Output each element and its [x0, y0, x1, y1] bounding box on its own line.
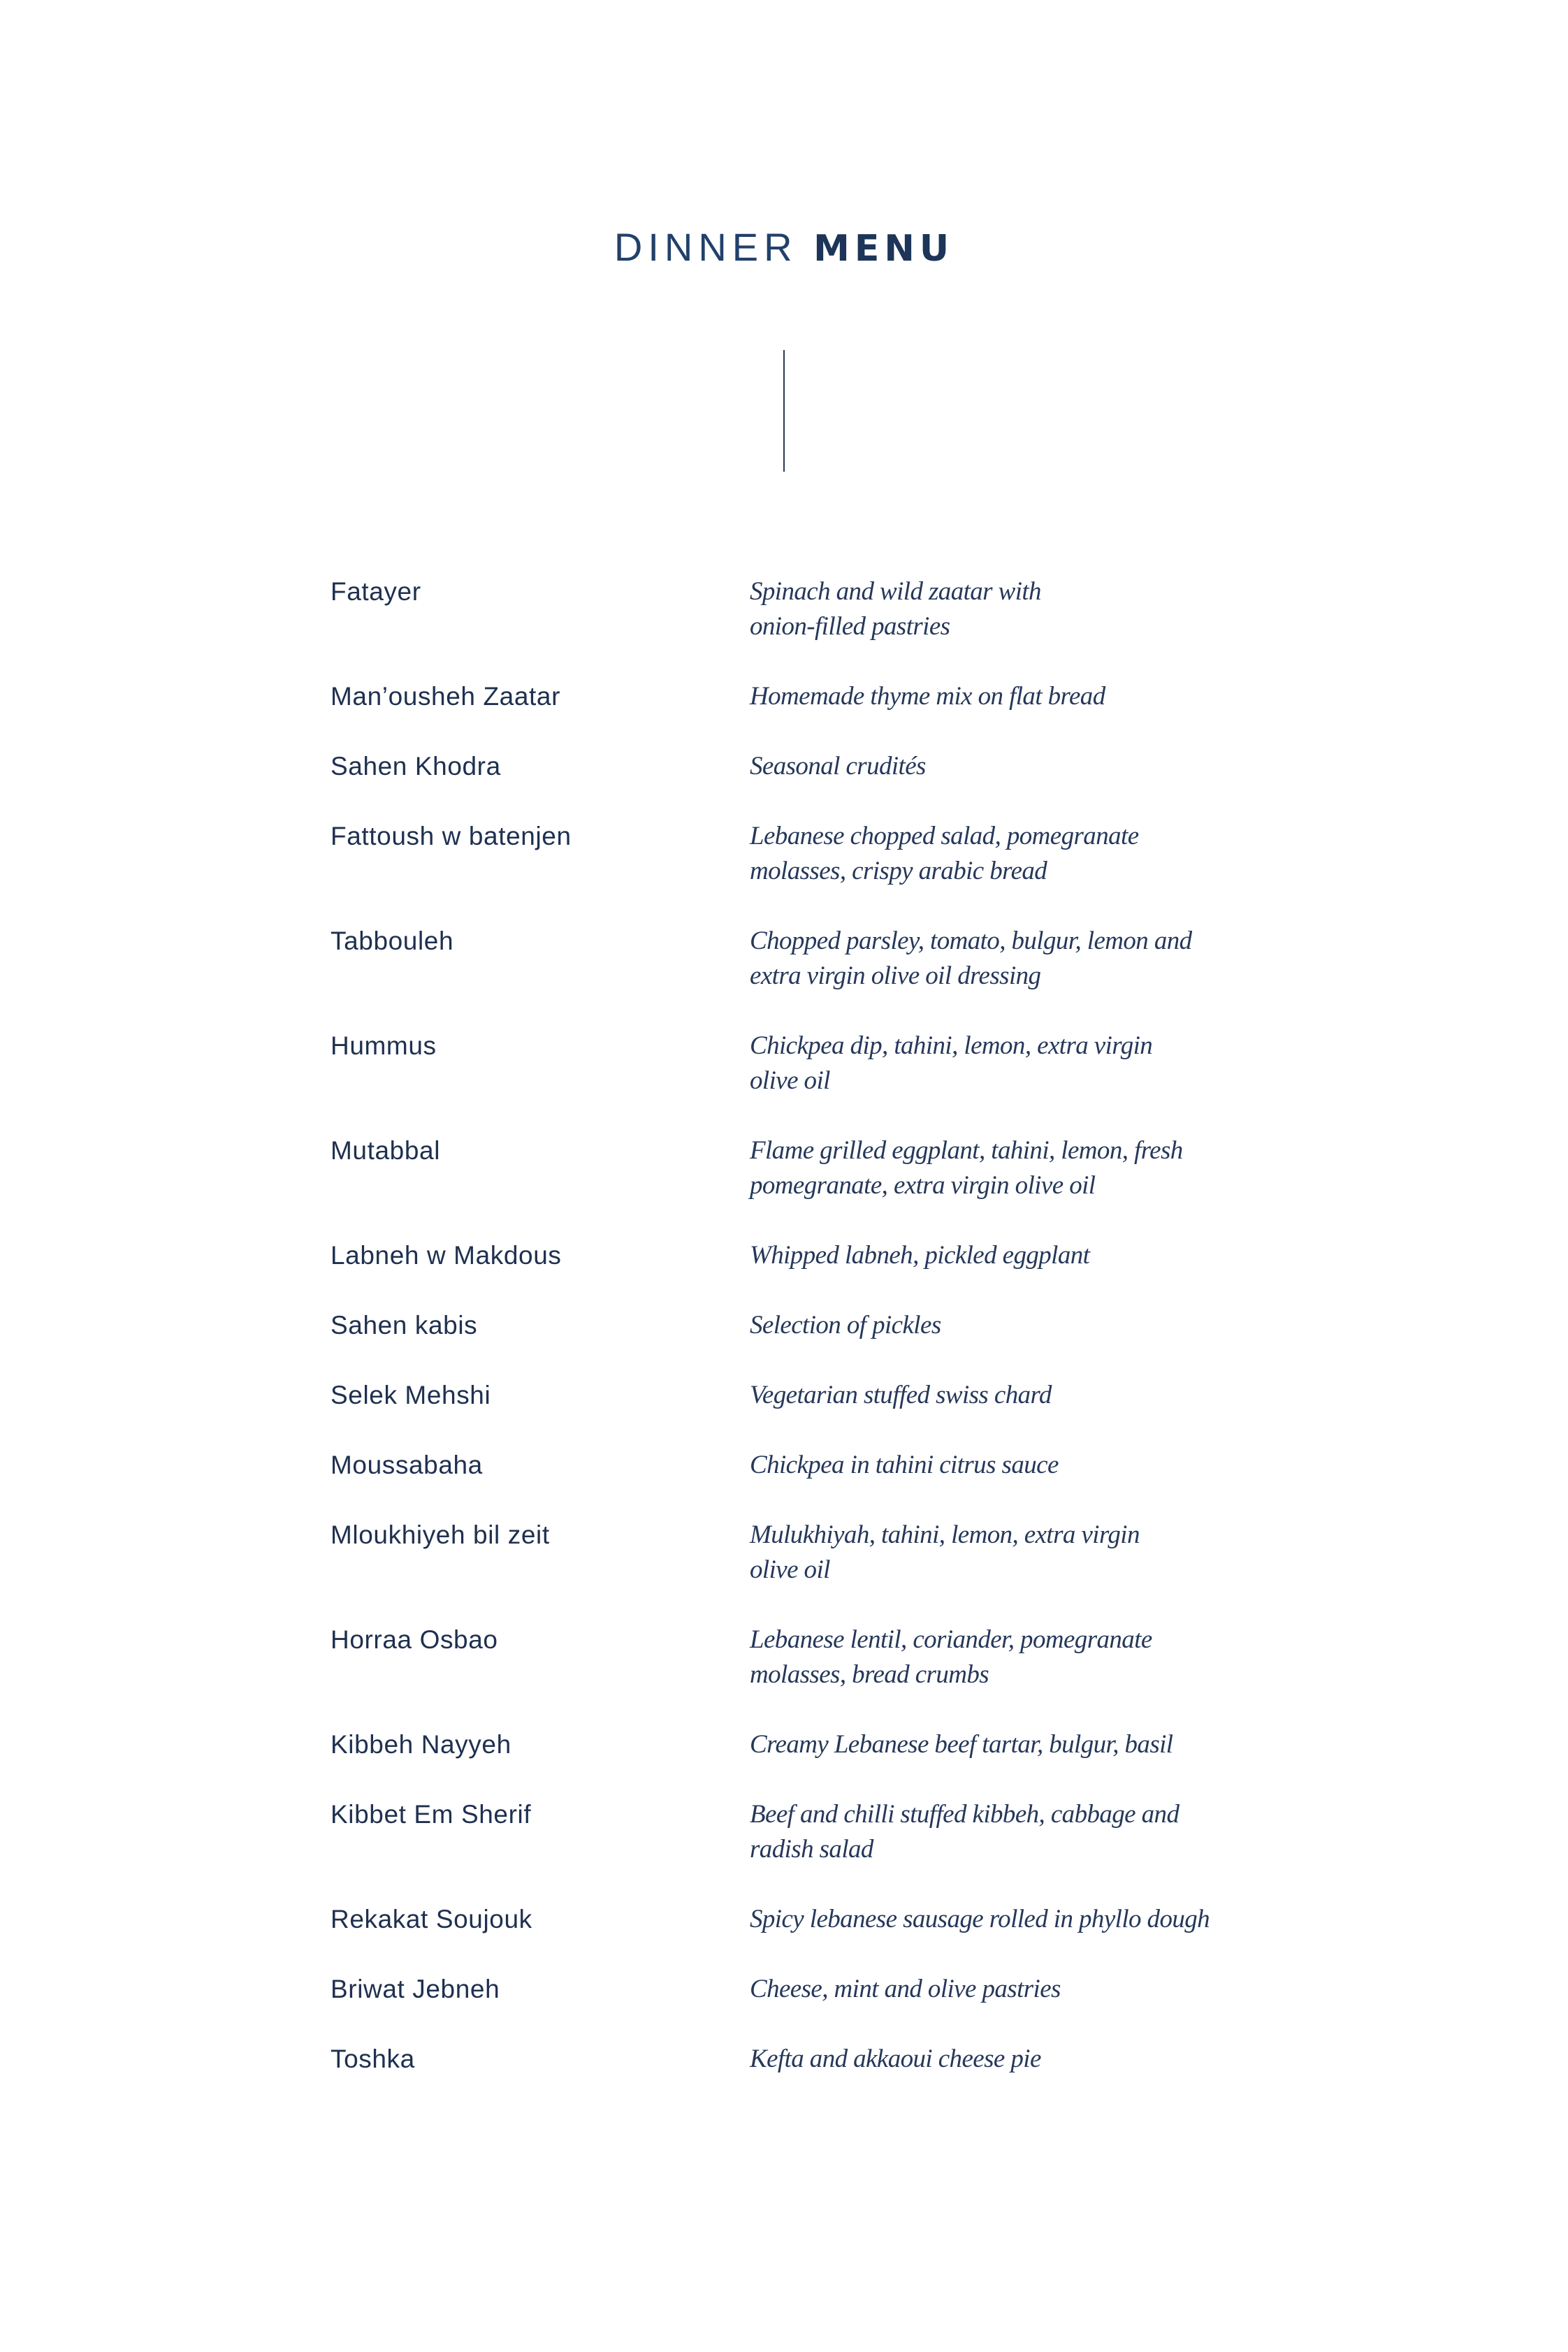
- dish-description: [750, 1623, 1239, 1692]
- dish-name: Hummus: [331, 1031, 437, 1060]
- menu-item: [0, 1378, 1568, 1413]
- dish-description: [750, 574, 1239, 644]
- menu-item: [0, 1133, 1568, 1203]
- dish-description: [750, 924, 1239, 994]
- dish-name: Fattoush w batenjen: [331, 822, 572, 850]
- description-line: molasses, crispy arabic bread: [750, 857, 1047, 885]
- description-line: Lebanese chopped salad, pomegranate: [750, 822, 1139, 850]
- description-line: olive oil: [750, 1066, 830, 1095]
- description-line: extra virgin olive oil dressing: [750, 961, 1041, 990]
- page-title: [0, 225, 1568, 271]
- description-line: Chickpea dip, tahini, lemon, extra virgin: [750, 1031, 1153, 1060]
- dish-name: Rekakat Soujouk: [331, 1905, 532, 1933]
- description-line: Chickpea in tahini citrus sauce: [750, 1451, 1059, 1479]
- description-line: Vegetarian stuffed swiss chard: [750, 1381, 1052, 1409]
- dish-name: Sahen kabis: [331, 1311, 478, 1340]
- menu-item: [0, 1238, 1568, 1273]
- dish-name: Sahen Khodra: [331, 752, 501, 781]
- menu-item: [0, 1972, 1568, 2007]
- dish-name: Labneh w Makdous: [331, 1241, 562, 1270]
- description-line: Cheese, mint and olive pastries: [750, 1975, 1061, 2003]
- description-line: Creamy Lebanese beef tartar, bulgur, basil: [750, 1730, 1173, 1759]
- dish-description: [750, 1518, 1239, 1588]
- dish-description: [750, 1972, 1239, 2007]
- title-menu: MENU: [813, 228, 954, 270]
- description-line: Whipped labneh, pickled eggplant: [750, 1241, 1090, 1270]
- description-line: Spicy lebanese sausage rolled in phyllo dough: [750, 1905, 1210, 1933]
- description-line: olive oil: [750, 1555, 830, 1584]
- dish-description: [750, 1448, 1239, 1483]
- description-line: Lebanese lentil, coriander, pomegranate: [750, 1625, 1152, 1654]
- menu-item: [0, 679, 1568, 714]
- description-line: Selection of pickles: [750, 1311, 941, 1340]
- menu-item: [0, 819, 1568, 889]
- dish-name: Selek Mehshi: [331, 1381, 491, 1409]
- dish-name: Horraa Osbao: [331, 1625, 498, 1654]
- dish-description: [750, 1378, 1239, 1413]
- menu-item: [0, 924, 1568, 994]
- menu-item: [0, 1623, 1568, 1692]
- dish-description: [750, 679, 1239, 714]
- menu-item: [0, 1518, 1568, 1588]
- dish-name: Fatayer: [331, 577, 421, 606]
- dish-name: Moussabaha: [331, 1451, 483, 1479]
- description-line: Seasonal crudités: [750, 752, 926, 781]
- menu-item: [0, 1727, 1568, 1762]
- description-line: Flame grilled eggplant, tahini, lemon, fresh: [750, 1136, 1183, 1165]
- dish-description: [750, 1238, 1239, 1273]
- dish-description: [750, 1797, 1239, 1867]
- dish-name: Man’ousheh Zaatar: [331, 682, 560, 711]
- menu-item: [0, 574, 1568, 644]
- dish-description: [750, 1308, 1239, 1343]
- dish-description: [750, 1727, 1239, 1762]
- menu-item: [0, 1448, 1568, 1483]
- description-line: pomegranate, extra virgin olive oil: [750, 1171, 1096, 1200]
- dish-description: [750, 749, 1239, 784]
- description-line: Homemade thyme mix on flat bread: [750, 682, 1105, 711]
- description-line: Kefta and akkaoui cheese pie: [750, 2045, 1041, 2073]
- title-dinner: DINNER: [614, 225, 798, 269]
- menu-item: [0, 1029, 1568, 1098]
- description-line: Chopped parsley, tomato, bulgur, lemon and: [750, 927, 1192, 955]
- dish-description: [750, 819, 1239, 889]
- menu-item: [0, 1308, 1568, 1343]
- description-line: molasses, bread crumbs: [750, 1660, 989, 1689]
- dish-name: Briwat Jebneh: [331, 1975, 500, 2003]
- description-line: onion-filled pastries: [750, 612, 950, 641]
- dish-description: [750, 1133, 1239, 1203]
- description-line: Mulukhiyah, tahini, lemon, extra virgin: [750, 1520, 1140, 1549]
- dish-description: [750, 1902, 1239, 1937]
- description-line: Spinach and wild zaatar with: [750, 577, 1041, 606]
- dish-name: Kibbet Em Sherif: [331, 1800, 532, 1829]
- description-line: radish salad: [750, 1835, 873, 1864]
- menu-item: [0, 749, 1568, 784]
- dish-description: [750, 2042, 1239, 2077]
- menu-item: [0, 1797, 1568, 1867]
- menu-item: [0, 2042, 1568, 2077]
- description-line: Beef and chilli stuffed kibbeh, cabbage and: [750, 1800, 1179, 1829]
- dish-name: Tabbouleh: [331, 927, 454, 955]
- dish-name: Mutabbal: [331, 1136, 441, 1165]
- menu-item: [0, 1902, 1568, 1937]
- dish-description: [750, 1029, 1239, 1098]
- menu-list: [0, 574, 1568, 2112]
- dish-name: Kibbeh Nayyeh: [331, 1730, 511, 1759]
- vertical-divider: [783, 350, 785, 472]
- dish-name: Mloukhiyeh bil zeit: [331, 1520, 550, 1549]
- dish-name: Toshka: [331, 2045, 415, 2073]
